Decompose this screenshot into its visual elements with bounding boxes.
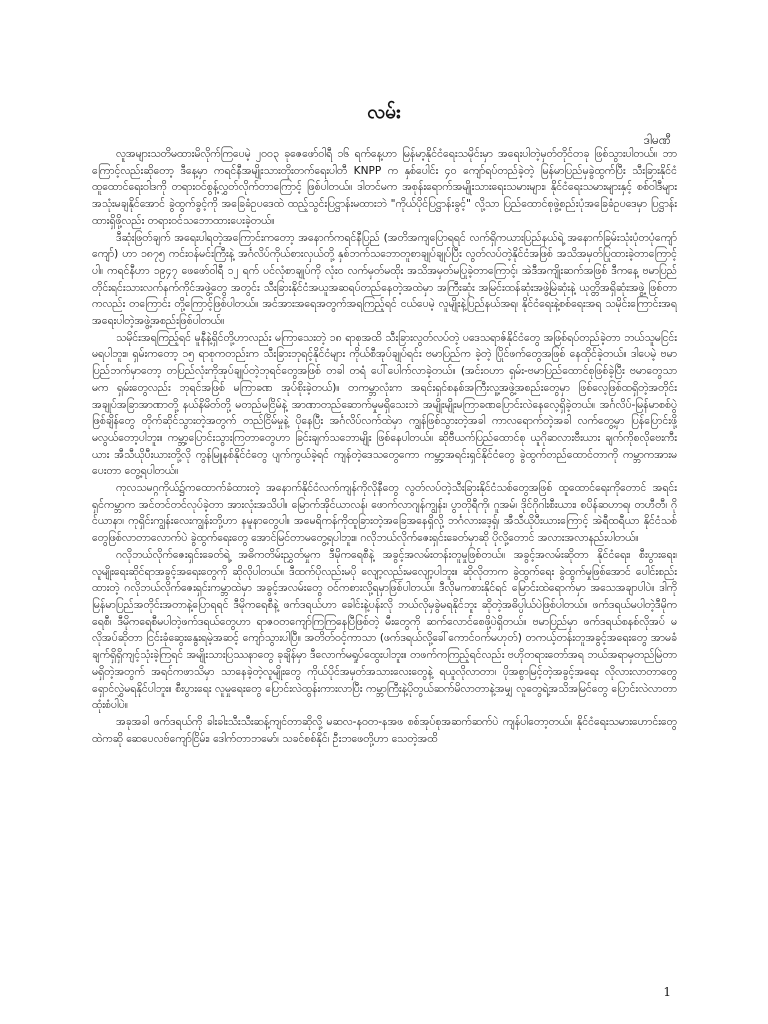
body-text bbox=[92, 146, 677, 1001]
paragraph: လူအများသတိမထားမိလိုက်ကြပေမဲ့ ၂၀၀၃ ခုဇေဖော်ဝါရီ ၁၆ ရက်နေ့ဟာ မြန်မာ့နိုင်ငံရေးသမိုင်းမှာ အရေးပါတဲ့မှတ်တိုင်တခု ဖြစ်သွားပါတယ်။ ဘာကြောင့်လည်းဆိုတော့ ဒီနေ့မှာ ကရင်နီအမျိုးသားတိုးတက်ရေးပါတီ KNPP က နှစ်ပေါင်း ၄၀ ကျော်ရပ်တည်ခဲ့တဲ့ မြန်မာပြည်မှခွဲထွက်ပြီး သီးခြားနိုင်ငံထူထောင်ရေးဝါဒကို တရားဝင်စွန့်လွှတ်လိုက်တာကြောင့် ဖြစ်ပါတယ်။ ဒါတင်မက အစုန်းရောက်အမျိုးသားရေးသမားများ၊ နိုင်ငံရေးသမားများနှင့် စစ်ဝါဒီများ အသုံးမချနိုင်အောင် ခွဲထွက်ခွင့်ကို အခြေခံဥပဒေထဲ ထည့်သွင်းပြဋ္ဌာန်းမထားဘဲ "ကိုယ်ပိုင်ပြဋ္ဌာန်းခွင့်" လို့သာ ပြည်ထောင်စုဖွဲ့စည်းပုံအခြေခံဥပဒေမှာ ပြဋ္ဌာန်းထားရှိဖို့လည်း တရားဝင်သဘောထားပေးခဲ့တယ်။ bbox=[92, 148, 677, 227]
page-title: လမ်း bbox=[367, 101, 401, 123]
paragraph: ဒီဆုံးဖြတ်ချက် အရေးပါရတဲ့အကြောင်းကတော့ အနောက်ကရင်နီပြည် (အတိအကျပြောရရင် လက်ရှိကယားပြည်နယ်ရဲ့ အနောက်ခြမ်းသုံးပုံတပုံကျော်ကျော်) ဟာ ၁၈၇၅ ကင်းဝန်မင်းကြီးနဲ့ အင်္ဂလိပ်ကိုယ်စားလှယ်တို့ နှစ်ဘက်သဘောတူစာချုပ်ချုပ်ပြီး လွတ်လပ်တဲ့နိုင်ငံအဖြစ် အသိအမှတ်ပြုထားခဲ့တာကြောင့်ပါ။ ကရင်နီဟာ ၁၉၄၇ ဖေဖော်ဝါရီ ၁၂ ရက် ပင်လုံစာချုပ်ကို လုံးဝ လက်မှတ်မထိုး အသိအမှတ်မပြုခဲ့တာကြောင့်၊ အဲဒီအကျိုးဆက်အဖြစ် ဒီကနေ့ ဗမာပြည်တိုင်းရင်းသားလက်နက်ကိုင်အဖွဲ့တွေ အတွင်း သီးခြားနိုင်ငံအယူအဆရပ်တည်နေတဲ့အထဲမှာ အကြီးဆုံး အမြင်းထန်ဆုံးအဖွဲ့မြဲဆုံးနဲ့ ယုတ္တိအရှိဆုံးအဖွဲ့ ဖြစ်တာကလည်း တကြောင်း တို့ကြောင့်ဖြစ်ပါတယ်။ အင်အားအရေအတွက်အရကြည့်ရင် ငယ်ပေမဲ့ လူမျိုးနဲ့ပြည်နယ်အရ၊ နိုင်ငံရေးနဲ့စစ်ရေးအရ သမိုင်းကြောင်းအရ အရေးပါတဲ့အဖွဲ့အစည်းဖြစ်ပါတယ်။ bbox=[92, 231, 677, 328]
page-number: 1 bbox=[663, 985, 671, 999]
paragraph: အခုအခါ ဖက်ဒရယ်ကို ခါးခါးသီးသီးဆန့်ကျင်တာဆိုလို့ မဆလ-နဝတ-နအဖ စစ်အုပ်စုအဆက်ဆက်ပဲ ကျန်ပါတော့တယ်။ နိုင်ငံရေးသမားဟောင်းတွေထဲကဆို ဆေပေလဗ်ကျော်ငြိမ်း၊ ဒေါက်တာဘမော်၊ သခင်စစ်နိုင်၊ ဦးဘဖေတို့ဟာ သေတဲ့အထိ bbox=[92, 715, 677, 745]
section-label: ဒါမဏီ bbox=[643, 133, 671, 147]
paragraph: ကုလသမဂ္ဂကိုယ်၌ကထောက်ခံထားတဲ့ အနောက်နိုင်ငံလက်ကျန်ကိုလိုနီတွေ လွတ်လပ်တဲ့သီးခြားနိုင်ငံသစ်တွေအဖြစ် ထူထောင်ရေးကိုတောင် အရင်းရှင်ကမ္ဘာက အင်တင်တင်လုပ်ခဲ့တာ အားလုံးအသိပါ။ မြောက်အိုင်ယာလန်၊ ဖောက်လာဂျန်ကျွန်း၊ ပွာတိုရီကို၊ ဂူအမ်၊ ဒိုင်ဂိုဂါးစီးယား၊ စပိန်ဆဟာရ၊ တဟီတီ၊ ဂိုင်ယာနာ၊ ကုရှိင်းကျွန်းလေးကျွန်းတို့ဟာ နမူနာတွေပါ။ အမေရိကန်ကိုထူခြားတဲ့အခြေအနေရှိလို့ ဘင်္ဂလားဒေ့ရှ်၊ အီသီယိုပီးယားကြောင့် အဲရီထရီယာ နိုင်ငံသစ်တွေဖြစ်လာတာလောက်ပဲ ခွဲထွက်ရေးတွေ အောင်မြင်တာမတွေ့ရပါဘူး။ ဂလိုဘယ်လိုက်ဇေးရှင်းခေတ်မှာဆို ပိုလို့တောင် အလားအလာနည်းပါတယ်။ bbox=[92, 482, 677, 545]
paragraph: သမိုင်းအရကြည့်ရင် မူနီနဲ့ရှိင်တို့ဟာလည်း မကြာသေးတဲ့ ၁၈ ရာစုအထိ သီးခြားလွတ်လပ်တဲ့ ပဒေသရာဇ်နိုင်ငံတွေ အဖြစ်ရပ်တည်ခဲ့တာ ဘယ်သူမငြင်းမရပါဘူး။ ရှမ်းကတော့ ၁၅ ရာစုကတည်းက သီးခြားဘုရင့်နိုင်ငံများ ကိုယ်စီအုပ်ချုပ်ရင်း ဗမာပြည်က ခဲ့တဲ့ ပြိုင်ဖက်တွေအဖြစ် နေထိုင်ခဲ့တယ်။ ဒါပေမဲ့ ဗမာပြည်ဘက်မှာတော့ တပြည်လုံးကိုအုပ်ချုပ်တဲ့ဘုရင်တွေအဖြစ် တခါ တရံ ပေါ်ပေါက်လာခဲ့တယ်။ (အင်းဝဟာ ရှမ်း-ဗမာပြည်ထောင်စုဖြစ်ခဲ့ပြီး ဗမာတွေသာမက ရှမ်းတွေလည်း ဘုရင်အဖြစ် မကြာခဏ အုပ်စိုးခဲ့တယ်)။ တကမ္ဘာလုံးက အရင်းရှင်စနစ်အကြီးလူ့အဖွဲ့အစည်းတွေမှာ ဖြစ်လေ့ဖြစ်ထရှိတဲ့အတိုင်း အချုပ်အခြာအာဏာတို့ နယ်နိမိတ်တို့ မတည်မငြိမ်နဲ့ အာဏာတည်ဆောက်မှုမရှိသေးဘဲ အမျိုးမျိုးမကြာခဏပြောင်းလဲနေလေ့ရှိခဲ့တယ်။ အင်္ဂလိပ်-မြန်မာစစ်ပွဲဖြစ်ချိန်တွေ တိုက်ဆိုင်သွားတဲ့အတွက် တည်ငြိမ်မှုနဲ့ ပိုနေပြီး အင်္ဂလိပ်လက်ထဲမှာ ကျွန်ဖြစ်သွားတဲ့အခါ ကာလရောက်တဲ့အခါ လက်တွေ့မှာ ပြန်ပြောင်းဖို့မလွယ်တော့ပါဘူး။ ကမ္ဘာ့ပြောင်းသွားကြတာတွေဟာ ခြင်းချက်သဘောမျိုး ဖြစ်နေပါတယ်။ ဆိုဗီယက်ပြည်ထောင်စု ယူဂိုဆလားဗီးယား ချက်ကိုစလိုဗေးကီးယား အီသီယိုပီးယားတို့လို ကွန်မြူနစ်နိုင်ငံတွေ ပျက်ကွယ်ခဲ့ရင် ကျန်တဲ့ဒေသတွေကော ကမ္ဘာ့အရင်းရှင်နိုင်ငံတွေ ခွဲထွက်တည်ထောင်တာကို ကမ္ဘာကအားမပေးတာ တွေ့ရပါတယ်။ bbox=[92, 331, 677, 478]
paragraph: ဂလိုဘယ်လိုက်ဇေးရှင်းခေတ်ရဲ့ အဓိကတိမ်းညွှတ်မှုက ဒီမိုကရေစီနဲ့ အခွင့်အလမ်းတန်းတူမှုဖြစ်တယ်။ အခွင့်အလမ်းဆိုတာ နိုင်ငံရေး၊ စီးပွားရေး၊ လူမျိုးရေးဆိုင်ရာအခွင့်အရေးတွေကို ဆိုလိုပါတယ်။ ဒီထက်ပိုလည်းမပို လျော့လည်းမလျော့ပါဘူး။ ဆိုလိုတာက ခွဲထွက်ရေး ခွဲထွက်မှုဖြစ်အောင် ပေါင်းစည်းထားတဲ့ ဂလိုဘယ်လိုက်ဇေးရှင်းကမ္ဘာထဲမှာ အခွင့်အလမ်းတွေ ဝင်ကစားလို့ရမှာဖြစ်ပါတယ်။ ဒီလိုမကစားနိုင်ရင် မြောင်းထဲရောက်မှာ အသေအချာပါပဲ။ ဒါကို မြန်မာပြည်အတိုင်းအတာနဲ့ပြောရရင် ဒီမိုကရေစီနဲ့ ဖက်ဒရယ်ဟာ ခေါင်းနဲ့ပန်းလို ဘယ်လိုမှခွဲမရနိုင်ဘူး ဆိုတဲ့အဓိပ္ပါယ်ပဲဖြစ်ပါတယ်။ ဖက်ဒရယ်မပါတဲ့ဒီမိုကရေစီ၊ ဒီမိုကရေစီမပါတဲ့ဖက်ဒရယ်တွေဟာ ရာဇဝတကျော်ကြကြနေပြီဖြစ်တဲ့ မီးတွေကို ဆက်လောင်စေဖို့ပဲရှိတယ်။ ဗမာပြည်မှာ ဖက်ဒရယ်စနစ်လိုအပ် မလိုအပ်ဆိုတာ ငြင်းခုံဆွေးနွေးရမဲ့အဆင့် ကျော်သွားပါပြီ။ အတိတ်ဝင့်ကာသာ (ဖက်ဒရယ်လို့ခေါ်ကောင်ဝက်မဟုတ်) တကယ့်တန်းတူအခွင့်အရေးတွေ အာမခံချက်ရှိရှိကျင့်သုံးခဲ့ကြရင် အမျိုးသားပြဿနာတွေ ခုချိန်မှာ ဒီလောက်မရှုပ်ထွေးပါဘူး။ တဖက်ကကြည့်ရင်လည်း ဗဟိုတရားတော်အရ ဘယ်အရာမှတည်မြဲတာမရှိတဲ့အတွက် အရင်ကဖာသိမှာ သာနေခဲ့တဲ့လူမျိုးတွေ ကိုယ်ပိုင်အမှတ်အသားလေးတွေနဲ့ ရယူလိုလာတာ၊ ပိုအစွာမြင့်တဲ့အခွင့်အရေး လိုလားလာတာတွေ ရှောင်လွှဲမရနိုင်ပါဘူး။ စီးပွားရေး လူမှုရေးတွေ ပြောင်းလဲထွန်းကားလာပြီး ကမ္ဘာကြီးနဲ့ပိုတွယ်ဆက်မိလာတာနဲ့အမျှ လူတွေရဲ့အသိအမြင်တွေ ပြောင်းလဲလာတာ ထုံးစံပါပဲ။ bbox=[92, 548, 677, 712]
